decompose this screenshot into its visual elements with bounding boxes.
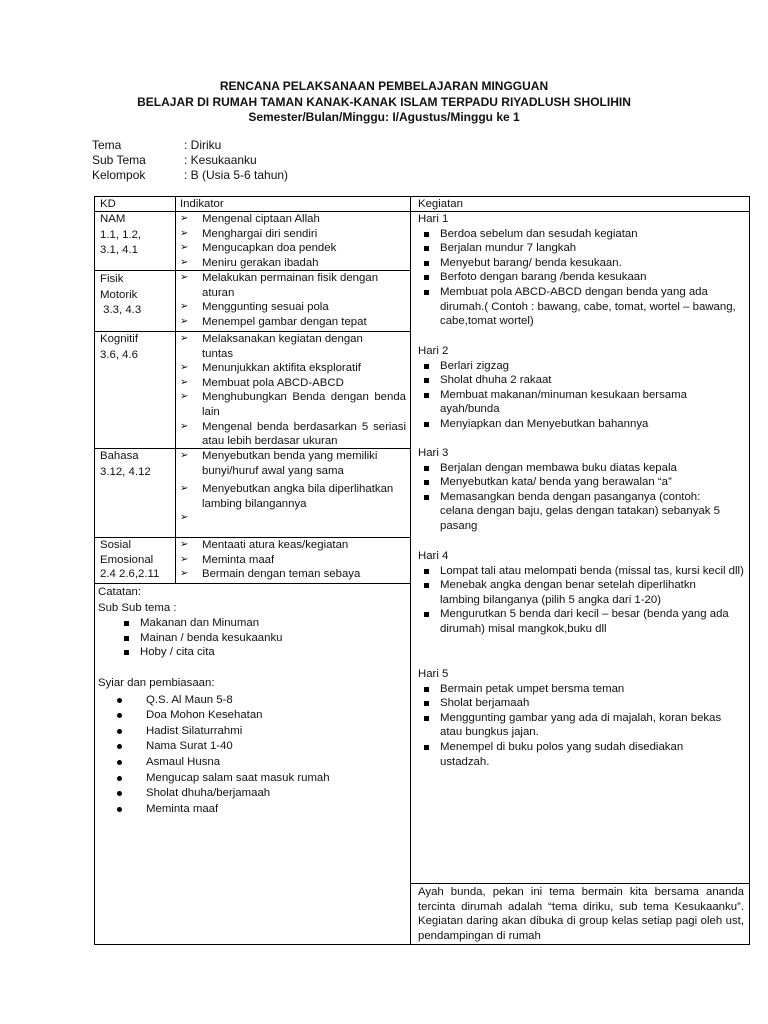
- activity-item: Mengurutkan 5 benda dari kecil – besar (benda yang ada dirumah) misal mangkok,buku dll: [418, 607, 744, 636]
- kd-line: 1.1, 1.2,: [100, 228, 142, 241]
- bullet-icon: [424, 393, 429, 398]
- activity-item: Memasangkan benda dengan pasanganya (contoh: celana dengan baju, gelas dengan tatakan) sebanyak 5 pasang: [418, 490, 744, 534]
- indicator-item: ➢ Melaksanakan kegiatan dengan tuntas: [180, 333, 363, 360]
- activity-item: Berlari zigzag: [418, 359, 744, 374]
- subtema-item: Mainan / benda kesukaanku: [118, 631, 404, 646]
- bullet-icon: [424, 246, 429, 251]
- indicator-item: [178, 511, 406, 526]
- activity-item: Menyebutkan kata/ benda yang berawalan “a”: [418, 475, 744, 490]
- info-label: Tema: [92, 138, 122, 152]
- activity-item: Menggunting gambar yang ada di majalah, koran bekas atau bungkus jajan.: [418, 711, 744, 740]
- indicator-item: ➢ Menyebutkan benda yang memiliki bunyi/huruf awal yang sama: [180, 450, 378, 477]
- bullet-icon: [424, 480, 429, 485]
- bullet-icon: [424, 422, 429, 427]
- bullet-icon: [424, 275, 429, 280]
- bullet-icon: [424, 612, 429, 617]
- catatan-block: [98, 585, 404, 816]
- indicator-item: ➢ Melakukan permainan fisik dengan aturan: [180, 272, 379, 299]
- kd-sosial: [100, 538, 159, 582]
- activity-item: Membuat pola ABCD-ABCD dengan benda yang ada dirumah.( Contoh : bawang, cabe, tomat, wortel – bawang, cabe,tomat wortel): [418, 285, 744, 329]
- arrow-icon: ➢: [180, 227, 189, 239]
- arrow-icon: ➢: [180, 333, 189, 344]
- header-indikator: Indikator: [180, 198, 224, 210]
- info-value: : B (Usia 5-6 tahun): [184, 168, 289, 182]
- kd-line: NAM: [100, 213, 126, 225]
- semester-line: Semester/Bulan/Minggu: I/Agustus/Minggu ke 1: [248, 110, 520, 124]
- bullet-icon: [424, 290, 429, 295]
- day-hari-1: [418, 212, 744, 329]
- bullet-icon: [424, 232, 429, 237]
- arrow-icon: ➢: [180, 301, 189, 313]
- kd-line: 3.6, 4.6: [100, 348, 138, 361]
- bullet-icon: [124, 636, 129, 641]
- arrow-icon: ➢: [180, 391, 189, 403]
- kd-line: 3.3, 4.3: [100, 304, 142, 317]
- doc-title: RENCANA PELAKSANAAN PEMBELAJARAN MINGGUAN: [219, 79, 549, 93]
- kd-line: 3.12, 4.12: [100, 465, 151, 478]
- day-hari-3: [418, 446, 744, 534]
- syiar-item: Nama Surat 1-40: [98, 739, 404, 754]
- info-kelompok: [92, 168, 288, 183]
- info-label: Kelompok: [92, 168, 146, 182]
- indicator-item: ➢ Mengenal ciptaan Allah: [180, 213, 320, 225]
- kd-line: Emosional: [100, 553, 154, 566]
- day-title: Hari 3: [418, 447, 449, 459]
- arrow-icon: ➢: [180, 539, 189, 550]
- day-hari-2: [418, 344, 744, 432]
- arrow-icon: ➢: [180, 272, 189, 283]
- syiar-item: Meminta maaf: [98, 802, 404, 817]
- info-tema: [92, 138, 288, 153]
- info-label: Sub Tema: [92, 153, 146, 167]
- activity-item: Berfoto dengan barang /benda kesukaan: [418, 270, 744, 285]
- day-title: Hari 2: [418, 345, 449, 357]
- kd-fisik: [100, 272, 141, 318]
- kd-line: 3.1, 4.1: [100, 244, 138, 257]
- activity-item: Lompat tali atau melompati benda (missal tas, kursi kecil dll): [418, 564, 744, 579]
- kd-line: Fisik: [100, 273, 124, 285]
- indicator-item: ➢ Mengenal benda berdasarkan 5 seriasi atau lebih berdasar ukuran: [180, 420, 406, 448]
- bullet-icon: [424, 261, 429, 266]
- indicator-item: ➢ Menggunting sesuai pola: [180, 301, 329, 314]
- arrow-icon: ➢: [180, 420, 189, 432]
- activity-item: Sholat dhuha 2 rakaat: [418, 373, 744, 388]
- indicator-item: ➢ Menyebutkan angka bila diperlihatkan lambing bilangannya: [180, 483, 394, 510]
- bullet-icon: [424, 495, 429, 500]
- parent-note: Ayah bunda, pekan ini tema bermain kita bersama ananda tercinta dirumah adalah “tema diriku, sub tema Kesukaanku”. Kegiatan daring akan dibuka di group kelas setiap pagi oleh ust, pendampingan di rumah: [418, 886, 744, 942]
- bullet-icon: [424, 569, 429, 574]
- bullet-icon: [424, 364, 429, 369]
- info-value: : Kesukaanku: [184, 153, 257, 167]
- syiar-item: Mengucap salam saat masuk rumah: [98, 771, 404, 786]
- arrow-icon: ➢: [180, 256, 189, 268]
- indicator-item: ➢ Bermain dengan teman sebaya: [180, 568, 361, 581]
- info-value: : Diriku: [184, 138, 222, 152]
- bullet-icon: [424, 378, 429, 383]
- ind-nam: [178, 212, 406, 270]
- day-title: Hari 1: [418, 213, 449, 225]
- kd-line: Bahasa: [100, 450, 139, 462]
- bullet-icon: [117, 698, 122, 703]
- day-hari-4: [418, 549, 744, 637]
- activity-item: Berjalan dengan membawa buku diatas kepala: [418, 461, 744, 476]
- bullet-icon: [117, 744, 122, 749]
- ind-bahasa: [178, 449, 406, 526]
- indicator-item: ➢ Meminta maaf: [180, 553, 275, 566]
- indicator-item: ➢ Mengucapkan doa pendek: [180, 242, 337, 255]
- syiar-item: Hadist Silaturrahmi: [98, 724, 404, 739]
- indicator-item: ➢ Menempel gambar dengan tepat: [180, 315, 367, 328]
- kd-line: Motorik: [100, 288, 138, 301]
- info-subtema: [92, 153, 288, 168]
- arrow-icon: ➢: [180, 450, 189, 461]
- activity-item: Menyebut barang/ benda kesukaan.: [418, 256, 744, 271]
- syiar-title: Syiar dan pembiasaan:: [98, 676, 215, 689]
- activity-item: Menebak angka dengan benar setelah diperlihatkn lambing bilanganya (pilih 5 angka dari 1-20): [418, 578, 744, 607]
- kd-line: 2.4 2.6,2.11: [100, 568, 160, 581]
- arrow-icon: ➢: [180, 376, 189, 388]
- syiar-item: Doa Mohon Kesehatan: [98, 708, 404, 723]
- bullet-icon: [117, 807, 122, 812]
- catatan-title: Catatan:: [98, 586, 142, 598]
- info-block: [92, 138, 288, 183]
- activity-item: Bermain petak umpet bersma teman: [418, 682, 744, 697]
- bullet-icon: [424, 716, 429, 721]
- bullet-icon: [117, 713, 122, 718]
- indicator-item: ➢ Menghargai diri sendiri: [180, 227, 318, 240]
- arrow-icon: ➢: [180, 553, 189, 565]
- arrow-icon: ➢: [180, 213, 189, 224]
- day-title: Hari 4: [418, 550, 449, 562]
- bullet-icon: [424, 687, 429, 692]
- kd-bahasa: [100, 449, 151, 479]
- bullet-icon: [117, 791, 122, 796]
- bullet-icon: [124, 650, 129, 655]
- school-title: BELAJAR DI RUMAH TAMAN KANAK-KANAK ISLAM TERPADU RIYADLUSH SHOLIHIN: [137, 95, 631, 109]
- arrow-icon: ➢: [180, 568, 189, 580]
- ind-kognitif: [178, 332, 406, 449]
- arrow-icon: ➢: [180, 362, 189, 374]
- bullet-icon: [424, 745, 429, 750]
- header-kd: KD: [100, 198, 116, 210]
- indicator-item: ➢ Menunjukkan aktifita eksploratif: [180, 362, 361, 375]
- syiar-item: Asmaul Husna: [98, 755, 404, 770]
- kd-kognitif: [100, 332, 138, 362]
- subtema-item: Hoby / cita cita: [118, 645, 404, 660]
- ind-fisik: [178, 271, 388, 329]
- kd-line: Kognitif: [100, 333, 138, 345]
- indicator-item: ➢ Meniru gerakan ibadah: [180, 256, 319, 269]
- bullet-icon: [117, 760, 122, 765]
- bullet-icon: [424, 466, 429, 471]
- indicator-item: ➢ Menghubungkan Benda dengan benda lain: [180, 391, 406, 418]
- bullet-icon: [124, 621, 129, 626]
- day-title: Hari 5: [418, 668, 449, 680]
- arrow-icon: ➢: [180, 483, 189, 495]
- syiar-item: Sholat dhuha/berjamaah: [98, 786, 404, 801]
- header-kegiatan: Kegiatan: [418, 198, 463, 210]
- day-hari-5: [418, 667, 744, 769]
- kd-line: Sosial: [100, 539, 132, 551]
- arrow-icon: ➢: [180, 315, 189, 327]
- activity-item: Menyiapkan dan Menyebutkan bahannya: [418, 417, 744, 432]
- bullet-icon: [424, 583, 429, 588]
- subsubtema-title: Sub Sub tema :: [98, 601, 177, 614]
- arrow-icon: ➢: [180, 512, 189, 524]
- bullet-icon: [117, 776, 122, 781]
- activity-item: Menempel di buku polos yang sudah disediakan ustadzah.: [418, 740, 744, 769]
- kegiatan-block: [418, 212, 744, 768]
- syiar-item: Q.S. Al Maun 5-8: [98, 693, 404, 708]
- ind-sosial: [178, 538, 406, 582]
- arrow-icon: ➢: [180, 242, 189, 254]
- activity-item: Berdoa sebelum dan sesudah kegiatan: [418, 227, 744, 242]
- bullet-icon: [424, 701, 429, 706]
- activity-item: Sholat berjamaah: [418, 696, 744, 711]
- bullet-icon: [117, 729, 122, 734]
- kd-nam: [100, 212, 141, 258]
- indicator-item: ➢ Membuat pola ABCD-ABCD: [180, 376, 344, 389]
- activity-item: Membuat makanan/minuman kesukaan bersama ayah/bunda: [418, 388, 744, 417]
- subtema-item: Makanan dan Minuman: [118, 616, 404, 631]
- indicator-item: ➢ Mentaati atura keas/kegiatan: [180, 539, 349, 551]
- activity-item: Berjalan mundur 7 langkah: [418, 241, 744, 256]
